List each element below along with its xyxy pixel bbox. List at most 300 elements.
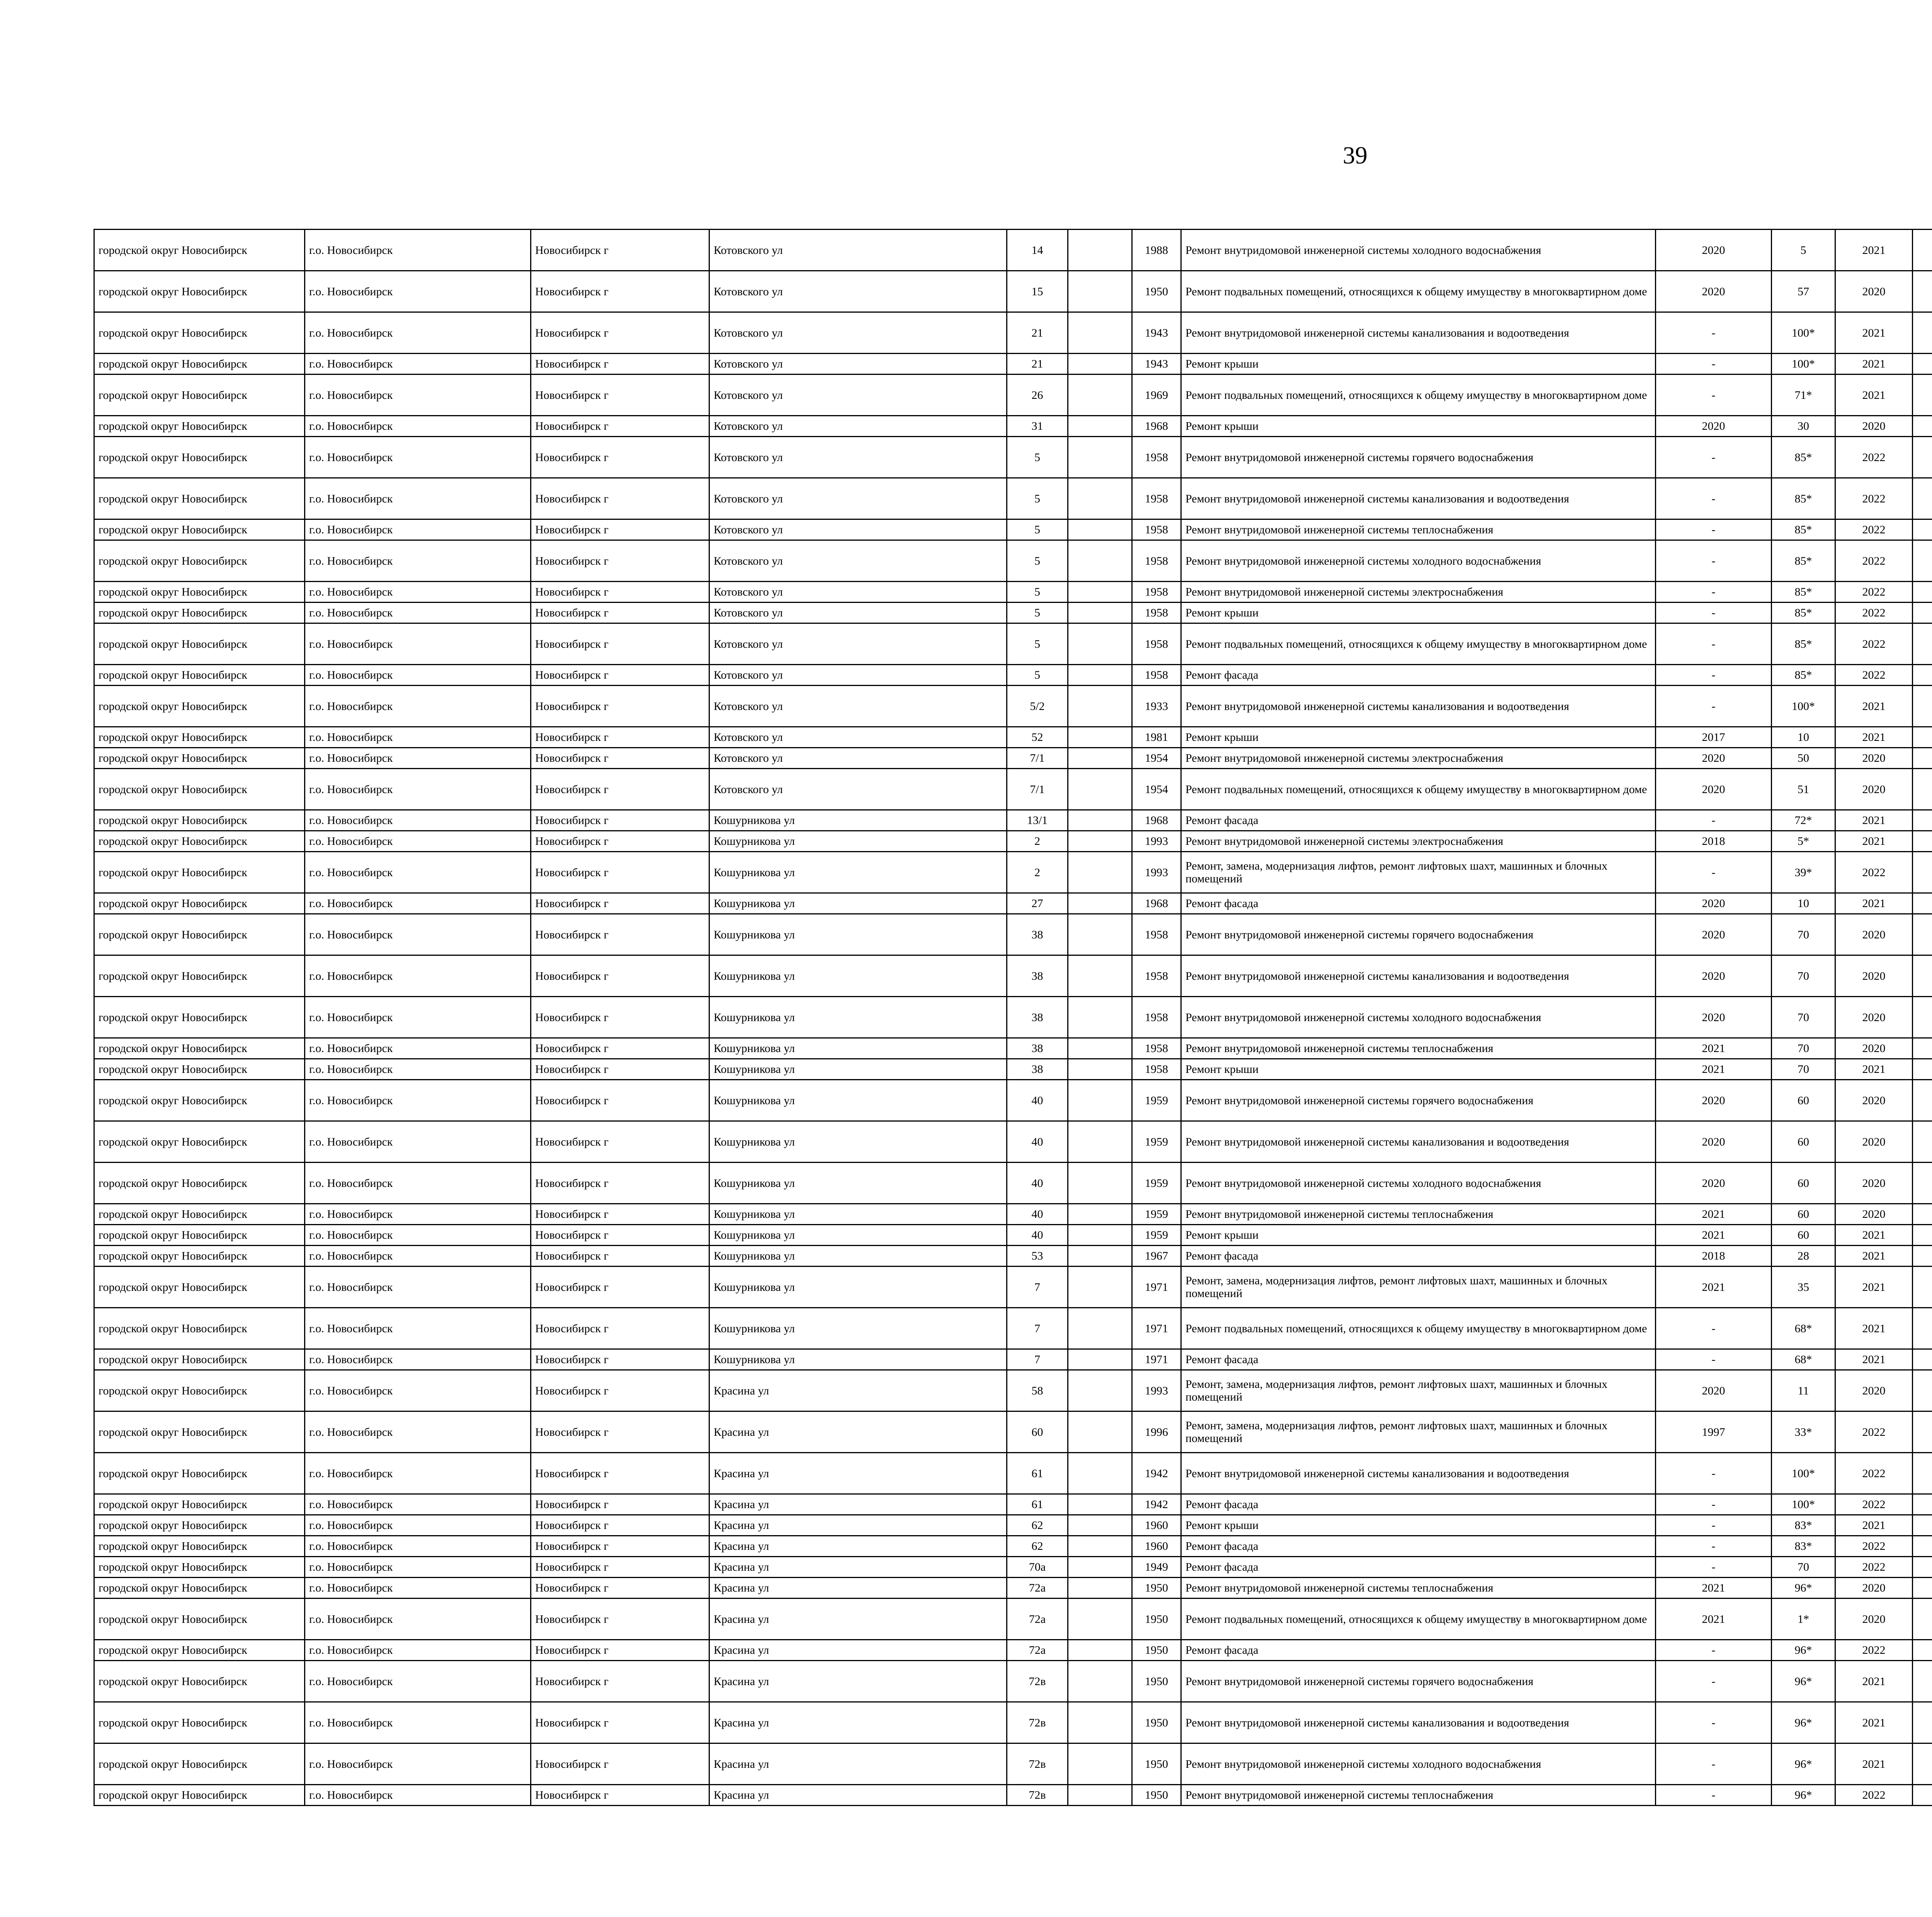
- plan-end-cell: [1913, 831, 1932, 852]
- settlement-cell: Новосибирск г: [531, 1308, 709, 1349]
- last-repair-year-cell: -: [1656, 1308, 1772, 1349]
- district-cell: г.о. Новосибирск: [305, 997, 531, 1038]
- year-built-cell: 1958: [1132, 914, 1181, 955]
- work-type-cell: Ремонт внутридомовой инженерной системы канализования и водоотведения: [1181, 1121, 1656, 1163]
- year-built-cell: 1958: [1132, 519, 1181, 540]
- table-row: [94, 603, 1932, 623]
- building-cell: [1068, 686, 1132, 727]
- wear-percent-cell: 60: [1772, 1121, 1835, 1163]
- building-cell: [1068, 1702, 1132, 1743]
- last-repair-year-cell: -: [1656, 1515, 1772, 1536]
- street-cell: Котовского ул: [709, 312, 1007, 354]
- last-repair-year-cell: 2020: [1656, 914, 1772, 955]
- year-built-cell: 1943: [1132, 354, 1181, 375]
- wear-percent-cell: 1*: [1772, 1599, 1835, 1640]
- district-cell: г.о. Новосибирск: [305, 230, 531, 271]
- last-repair-year-cell: 2020: [1656, 769, 1772, 810]
- last-repair-year-cell: 2020: [1656, 230, 1772, 271]
- municipality-cell: городской округ Новосибирск: [94, 1494, 305, 1515]
- district-cell: г.о. Новосибирск: [305, 1661, 531, 1702]
- last-repair-year-cell: 2021: [1656, 1599, 1772, 1640]
- house-number-cell: 15: [1007, 271, 1068, 312]
- last-repair-year-cell: 2021: [1656, 1204, 1772, 1225]
- settlement-cell: Новосибирск г: [531, 540, 709, 582]
- street-cell: Кошурникова ул: [709, 1059, 1007, 1080]
- street-cell: Котовского ул: [709, 582, 1007, 603]
- work-type-cell: Ремонт внутридомовой инженерной системы канализования и водоотведения: [1181, 478, 1656, 519]
- year-built-cell: 1942: [1132, 1494, 1181, 1515]
- building-cell: [1068, 1370, 1132, 1411]
- plan-end-cell: [1913, 1515, 1932, 1536]
- wear-percent-cell: 96*: [1772, 1785, 1835, 1806]
- last-repair-year-cell: 2018: [1656, 831, 1772, 852]
- year-built-cell: 1950: [1132, 1785, 1181, 1806]
- settlement-cell: Новосибирск г: [531, 354, 709, 375]
- plan-end-cell: [1913, 748, 1932, 769]
- plan-start-cell: 2022: [1835, 582, 1913, 603]
- table-row: [94, 1163, 1932, 1204]
- house-number-cell: 38: [1007, 914, 1068, 955]
- building-cell: [1068, 1661, 1132, 1702]
- year-built-cell: 1949: [1132, 1557, 1181, 1578]
- table-row: [94, 312, 1932, 354]
- street-cell: Красина ул: [709, 1661, 1007, 1702]
- wear-percent-cell: 5: [1772, 230, 1835, 271]
- table-row: [94, 1121, 1932, 1163]
- work-type-cell: Ремонт внутридомовой инженерной системы теплоснабжения: [1181, 519, 1656, 540]
- settlement-cell: Новосибирск г: [531, 1204, 709, 1225]
- plan-start-cell: 2020: [1835, 1163, 1913, 1204]
- district-cell: г.о. Новосибирск: [305, 1515, 531, 1536]
- street-cell: Кошурникова ул: [709, 914, 1007, 955]
- settlement-cell: Новосибирск г: [531, 1599, 709, 1640]
- work-type-cell: Ремонт подвальных помещений, относящихся к общему имуществу в многоквартирном доме: [1181, 1599, 1656, 1640]
- table-row: [94, 893, 1932, 914]
- building-cell: [1068, 1121, 1132, 1163]
- plan-end-cell: [1913, 727, 1932, 748]
- year-built-cell: 1943: [1132, 312, 1181, 354]
- building-cell: [1068, 1785, 1132, 1806]
- district-cell: г.о. Новосибирск: [305, 1578, 531, 1599]
- wear-percent-cell: 100*: [1772, 312, 1835, 354]
- street-cell: Красина ул: [709, 1494, 1007, 1515]
- house-number-cell: 61: [1007, 1453, 1068, 1494]
- street-cell: Котовского ул: [709, 230, 1007, 271]
- table-row: [94, 416, 1932, 437]
- street-cell: Красина ул: [709, 1515, 1007, 1536]
- plan-end-cell: [1913, 582, 1932, 603]
- street-cell: Кошурникова ул: [709, 893, 1007, 914]
- work-type-cell: Ремонт, замена, модернизация лифтов, ремонт лифтовых шахт, машинных и блочных помещений: [1181, 1411, 1656, 1453]
- plan-start-cell: 2021: [1835, 1661, 1913, 1702]
- building-cell: [1068, 437, 1132, 478]
- municipality-cell: городской округ Новосибирск: [94, 997, 305, 1038]
- last-repair-year-cell: 2021: [1656, 1225, 1772, 1246]
- plan-end-cell: [1913, 1702, 1932, 1743]
- year-built-cell: 1969: [1132, 375, 1181, 416]
- year-built-cell: 1958: [1132, 1059, 1181, 1080]
- settlement-cell: Новосибирск г: [531, 852, 709, 893]
- wear-percent-cell: 96*: [1772, 1661, 1835, 1702]
- last-repair-year-cell: -: [1656, 1785, 1772, 1806]
- plan-start-cell: 2021: [1835, 1246, 1913, 1267]
- plan-end-cell: [1913, 1640, 1932, 1661]
- last-repair-year-cell: -: [1656, 582, 1772, 603]
- work-type-cell: Ремонт внутридомовой инженерной системы канализования и водоотведения: [1181, 312, 1656, 354]
- plan-start-cell: 2021: [1835, 312, 1913, 354]
- plan-end-cell: [1913, 1370, 1932, 1411]
- wear-percent-cell: 85*: [1772, 519, 1835, 540]
- building-cell: [1068, 230, 1132, 271]
- wear-percent-cell: 28: [1772, 1246, 1835, 1267]
- last-repair-year-cell: -: [1656, 354, 1772, 375]
- wear-percent-cell: 57: [1772, 271, 1835, 312]
- year-built-cell: 1971: [1132, 1308, 1181, 1349]
- municipality-cell: городской округ Новосибирск: [94, 1453, 305, 1494]
- last-repair-year-cell: 2020: [1656, 955, 1772, 997]
- municipality-cell: городской округ Новосибирск: [94, 1743, 305, 1785]
- district-cell: г.о. Новосибирск: [305, 1785, 531, 1806]
- table-row: [94, 1785, 1932, 1806]
- last-repair-year-cell: -: [1656, 519, 1772, 540]
- house-number-cell: 5: [1007, 623, 1068, 665]
- district-cell: г.о. Новосибирск: [305, 1267, 531, 1308]
- table-row: [94, 1640, 1932, 1661]
- house-number-cell: 5: [1007, 582, 1068, 603]
- settlement-cell: Новосибирск г: [531, 1743, 709, 1785]
- settlement-cell: Новосибирск г: [531, 665, 709, 686]
- last-repair-year-cell: -: [1656, 810, 1772, 831]
- municipality-cell: городской округ Новосибирск: [94, 955, 305, 997]
- year-built-cell: 1993: [1132, 1370, 1181, 1411]
- plan-end-cell: [1913, 1557, 1932, 1578]
- building-cell: [1068, 1204, 1132, 1225]
- wear-percent-cell: 70: [1772, 997, 1835, 1038]
- municipality-cell: городской округ Новосибирск: [94, 1349, 305, 1370]
- wear-percent-cell: 85*: [1772, 603, 1835, 623]
- table-row: [94, 1702, 1932, 1743]
- year-built-cell: 1950: [1132, 271, 1181, 312]
- table-row: [94, 623, 1932, 665]
- wear-percent-cell: 100*: [1772, 686, 1835, 727]
- house-number-cell: 70а: [1007, 1557, 1068, 1578]
- district-cell: г.о. Новосибирск: [305, 623, 531, 665]
- house-number-cell: 53: [1007, 1246, 1068, 1267]
- plan-start-cell: 2020: [1835, 997, 1913, 1038]
- district-cell: г.о. Новосибирск: [305, 1308, 531, 1349]
- district-cell: г.о. Новосибирск: [305, 1349, 531, 1370]
- building-cell: [1068, 375, 1132, 416]
- district-cell: г.о. Новосибирск: [305, 748, 531, 769]
- district-cell: г.о. Новосибирск: [305, 1743, 531, 1785]
- district-cell: г.о. Новосибирск: [305, 540, 531, 582]
- plan-end-cell: [1913, 1267, 1932, 1308]
- settlement-cell: Новосибирск г: [531, 893, 709, 914]
- house-number-cell: 2: [1007, 831, 1068, 852]
- table-row: [94, 769, 1932, 810]
- street-cell: Кошурникова ул: [709, 1308, 1007, 1349]
- work-type-cell: Ремонт внутридомовой инженерной системы холодного водоснабжения: [1181, 997, 1656, 1038]
- plan-end-cell: [1913, 1246, 1932, 1267]
- year-built-cell: 1950: [1132, 1702, 1181, 1743]
- table-row: [94, 1557, 1932, 1578]
- district-cell: г.о. Новосибирск: [305, 603, 531, 623]
- wear-percent-cell: 39*: [1772, 852, 1835, 893]
- table-row: [94, 1661, 1932, 1702]
- house-number-cell: 40: [1007, 1121, 1068, 1163]
- plan-start-cell: 2022: [1835, 478, 1913, 519]
- building-cell: [1068, 1640, 1132, 1661]
- year-built-cell: 1967: [1132, 1246, 1181, 1267]
- building-cell: [1068, 1349, 1132, 1370]
- table-row: [94, 852, 1932, 893]
- last-repair-year-cell: -: [1656, 1661, 1772, 1702]
- plan-end-cell: [1913, 1308, 1932, 1349]
- work-type-cell: Ремонт подвальных помещений, относящихся к общему имуществу в многоквартирном доме: [1181, 769, 1656, 810]
- building-cell: [1068, 1515, 1132, 1536]
- plan-start-cell: 2021: [1835, 1515, 1913, 1536]
- wear-percent-cell: 51: [1772, 769, 1835, 810]
- wear-percent-cell: 72*: [1772, 810, 1835, 831]
- district-cell: г.о. Новосибирск: [305, 375, 531, 416]
- district-cell: г.о. Новосибирск: [305, 1225, 531, 1246]
- plan-start-cell: 2022: [1835, 623, 1913, 665]
- plan-start-cell: 2020: [1835, 1121, 1913, 1163]
- work-type-cell: Ремонт фасада: [1181, 1557, 1656, 1578]
- wear-percent-cell: 60: [1772, 1080, 1835, 1121]
- wear-percent-cell: 70: [1772, 1059, 1835, 1080]
- plan-end-cell: [1913, 769, 1932, 810]
- building-cell: [1068, 665, 1132, 686]
- street-cell: Кошурникова ул: [709, 1080, 1007, 1121]
- wear-percent-cell: 85*: [1772, 665, 1835, 686]
- building-cell: [1068, 1536, 1132, 1557]
- settlement-cell: Новосибирск г: [531, 1557, 709, 1578]
- last-repair-year-cell: -: [1656, 665, 1772, 686]
- work-type-cell: Ремонт внутридомовой инженерной системы канализования и водоотведения: [1181, 1702, 1656, 1743]
- municipality-cell: городской округ Новосибирск: [94, 623, 305, 665]
- district-cell: г.о. Новосибирск: [305, 1038, 531, 1059]
- work-type-cell: Ремонт фасада: [1181, 1494, 1656, 1515]
- district-cell: г.о. Новосибирск: [305, 1246, 531, 1267]
- house-number-cell: 61: [1007, 1494, 1068, 1515]
- work-type-cell: Ремонт крыши: [1181, 354, 1656, 375]
- district-cell: г.о. Новосибирск: [305, 1557, 531, 1578]
- wear-percent-cell: 96*: [1772, 1578, 1835, 1599]
- plan-start-cell: 2020: [1835, 769, 1913, 810]
- wear-percent-cell: 70: [1772, 1038, 1835, 1059]
- settlement-cell: Новосибирск г: [531, 1640, 709, 1661]
- year-built-cell: 1958: [1132, 955, 1181, 997]
- district-cell: г.о. Новосибирск: [305, 1370, 531, 1411]
- wear-percent-cell: 10: [1772, 893, 1835, 914]
- municipality-cell: городской округ Новосибирск: [94, 1080, 305, 1121]
- wear-percent-cell: 85*: [1772, 437, 1835, 478]
- plan-end-cell: [1913, 1743, 1932, 1785]
- plan-end-cell: [1913, 665, 1932, 686]
- house-number-cell: 5: [1007, 665, 1068, 686]
- plan-start-cell: 2021: [1835, 686, 1913, 727]
- municipality-cell: городской округ Новосибирск: [94, 1370, 305, 1411]
- house-number-cell: 58: [1007, 1370, 1068, 1411]
- work-type-cell: Ремонт, замена, модернизация лифтов, ремонт лифтовых шахт, машинных и блочных помещений: [1181, 852, 1656, 893]
- municipality-cell: городской округ Новосибирск: [94, 1785, 305, 1806]
- year-built-cell: 1981: [1132, 727, 1181, 748]
- wear-percent-cell: 85*: [1772, 623, 1835, 665]
- table-row: [94, 1225, 1932, 1246]
- table-row: [94, 375, 1932, 416]
- plan-start-cell: 2022: [1835, 519, 1913, 540]
- street-cell: Котовского ул: [709, 271, 1007, 312]
- work-type-cell: Ремонт внутридомовой инженерной системы канализования и водоотведения: [1181, 1453, 1656, 1494]
- plan-start-cell: 2021: [1835, 1349, 1913, 1370]
- plan-end-cell: [1913, 416, 1932, 437]
- municipality-cell: городской округ Новосибирск: [94, 603, 305, 623]
- year-built-cell: 1968: [1132, 893, 1181, 914]
- settlement-cell: Новосибирск г: [531, 603, 709, 623]
- plan-end-cell: [1913, 1536, 1932, 1557]
- building-cell: [1068, 1453, 1132, 1494]
- district-cell: г.о. Новосибирск: [305, 519, 531, 540]
- settlement-cell: Новосибирск г: [531, 416, 709, 437]
- house-number-cell: 7: [1007, 1308, 1068, 1349]
- table-row: [94, 271, 1932, 312]
- street-cell: Котовского ул: [709, 748, 1007, 769]
- wear-percent-cell: 100*: [1772, 354, 1835, 375]
- plan-start-cell: 2021: [1835, 831, 1913, 852]
- settlement-cell: Новосибирск г: [531, 1494, 709, 1515]
- building-cell: [1068, 914, 1132, 955]
- street-cell: Кошурникова ул: [709, 1163, 1007, 1204]
- plan-end-cell: [1913, 1121, 1932, 1163]
- settlement-cell: Новосибирск г: [531, 1038, 709, 1059]
- house-number-cell: 5: [1007, 519, 1068, 540]
- last-repair-year-cell: 2018: [1656, 1246, 1772, 1267]
- table-row: [94, 955, 1932, 997]
- last-repair-year-cell: -: [1656, 1536, 1772, 1557]
- district-cell: г.о. Новосибирск: [305, 810, 531, 831]
- plan-end-cell: [1913, 686, 1932, 727]
- settlement-cell: Новосибирск г: [531, 831, 709, 852]
- last-repair-year-cell: -: [1656, 312, 1772, 354]
- municipality-cell: городской округ Новосибирск: [94, 1038, 305, 1059]
- work-type-cell: Ремонт фасада: [1181, 810, 1656, 831]
- house-number-cell: 14: [1007, 230, 1068, 271]
- plan-end-cell: [1913, 852, 1932, 893]
- building-cell: [1068, 1599, 1132, 1640]
- work-type-cell: Ремонт крыши: [1181, 416, 1656, 437]
- work-type-cell: Ремонт внутридомовой инженерной системы теплоснабжения: [1181, 1204, 1656, 1225]
- repair-register-table: [94, 229, 1932, 1806]
- work-type-cell: Ремонт подвальных помещений, относящихся к общему имуществу в многоквартирном доме: [1181, 623, 1656, 665]
- plan-start-cell: 2021: [1835, 375, 1913, 416]
- settlement-cell: Новосибирск г: [531, 1121, 709, 1163]
- street-cell: Котовского ул: [709, 623, 1007, 665]
- plan-end-cell: [1913, 1578, 1932, 1599]
- plan-start-cell: 2021: [1835, 1267, 1913, 1308]
- plan-start-cell: 2022: [1835, 1453, 1913, 1494]
- settlement-cell: Новосибирск г: [531, 271, 709, 312]
- building-cell: [1068, 1225, 1132, 1246]
- street-cell: Красина ул: [709, 1785, 1007, 1806]
- work-type-cell: Ремонт крыши: [1181, 727, 1656, 748]
- house-number-cell: 5: [1007, 603, 1068, 623]
- plan-start-cell: 2020: [1835, 1599, 1913, 1640]
- district-cell: г.о. Новосибирск: [305, 1453, 531, 1494]
- house-number-cell: 38: [1007, 1059, 1068, 1080]
- table-row: [94, 1494, 1932, 1515]
- house-number-cell: 72а: [1007, 1599, 1068, 1640]
- settlement-cell: Новосибирск г: [531, 769, 709, 810]
- municipality-cell: городской округ Новосибирск: [94, 893, 305, 914]
- table-row: [94, 1080, 1932, 1121]
- work-type-cell: Ремонт внутридомовой инженерной системы горячего водоснабжения: [1181, 1080, 1656, 1121]
- year-built-cell: 1950: [1132, 1599, 1181, 1640]
- municipality-cell: городской округ Новосибирск: [94, 831, 305, 852]
- street-cell: Кошурникова ул: [709, 997, 1007, 1038]
- plan-end-cell: [1913, 1494, 1932, 1515]
- last-repair-year-cell: -: [1656, 603, 1772, 623]
- house-number-cell: 26: [1007, 375, 1068, 416]
- district-cell: г.о. Новосибирск: [305, 914, 531, 955]
- year-built-cell: 1993: [1132, 831, 1181, 852]
- table-row: [94, 1246, 1932, 1267]
- table-row: [94, 831, 1932, 852]
- district-cell: г.о. Новосибирск: [305, 727, 531, 748]
- year-built-cell: 1959: [1132, 1121, 1181, 1163]
- last-repair-year-cell: 2020: [1656, 997, 1772, 1038]
- building-cell: [1068, 1308, 1132, 1349]
- table-row: [94, 1578, 1932, 1599]
- building-cell: [1068, 748, 1132, 769]
- building-cell: [1068, 478, 1132, 519]
- plan-start-cell: 2020: [1835, 416, 1913, 437]
- municipality-cell: городской округ Новосибирск: [94, 1702, 305, 1743]
- plan-end-cell: [1913, 1163, 1932, 1204]
- work-type-cell: Ремонт внутридомовой инженерной системы теплоснабжения: [1181, 1038, 1656, 1059]
- district-cell: г.о. Новосибирск: [305, 1536, 531, 1557]
- table-row: [94, 914, 1932, 955]
- house-number-cell: 62: [1007, 1536, 1068, 1557]
- house-number-cell: 31: [1007, 416, 1068, 437]
- street-cell: Котовского ул: [709, 603, 1007, 623]
- table-row: [94, 1599, 1932, 1640]
- house-number-cell: 60: [1007, 1411, 1068, 1453]
- street-cell: Красина ул: [709, 1370, 1007, 1411]
- building-cell: [1068, 312, 1132, 354]
- house-number-cell: 72в: [1007, 1785, 1068, 1806]
- table-row: [94, 810, 1932, 831]
- municipality-cell: городской округ Новосибирск: [94, 1246, 305, 1267]
- year-built-cell: 1971: [1132, 1349, 1181, 1370]
- plan-end-cell: [1913, 437, 1932, 478]
- settlement-cell: Новосибирск г: [531, 519, 709, 540]
- street-cell: Красина ул: [709, 1743, 1007, 1785]
- municipality-cell: городской округ Новосибирск: [94, 1121, 305, 1163]
- last-repair-year-cell: 2020: [1656, 1370, 1772, 1411]
- plan-start-cell: 2021: [1835, 1225, 1913, 1246]
- work-type-cell: Ремонт подвальных помещений, относящихся к общему имуществу в многоквартирном доме: [1181, 1308, 1656, 1349]
- wear-percent-cell: 35: [1772, 1267, 1835, 1308]
- wear-percent-cell: 83*: [1772, 1536, 1835, 1557]
- district-cell: г.о. Новосибирск: [305, 437, 531, 478]
- work-type-cell: Ремонт крыши: [1181, 1225, 1656, 1246]
- building-cell: [1068, 1411, 1132, 1453]
- street-cell: Котовского ул: [709, 416, 1007, 437]
- street-cell: Красина ул: [709, 1599, 1007, 1640]
- plan-start-cell: 2020: [1835, 1080, 1913, 1121]
- municipality-cell: городской округ Новосибирск: [94, 686, 305, 727]
